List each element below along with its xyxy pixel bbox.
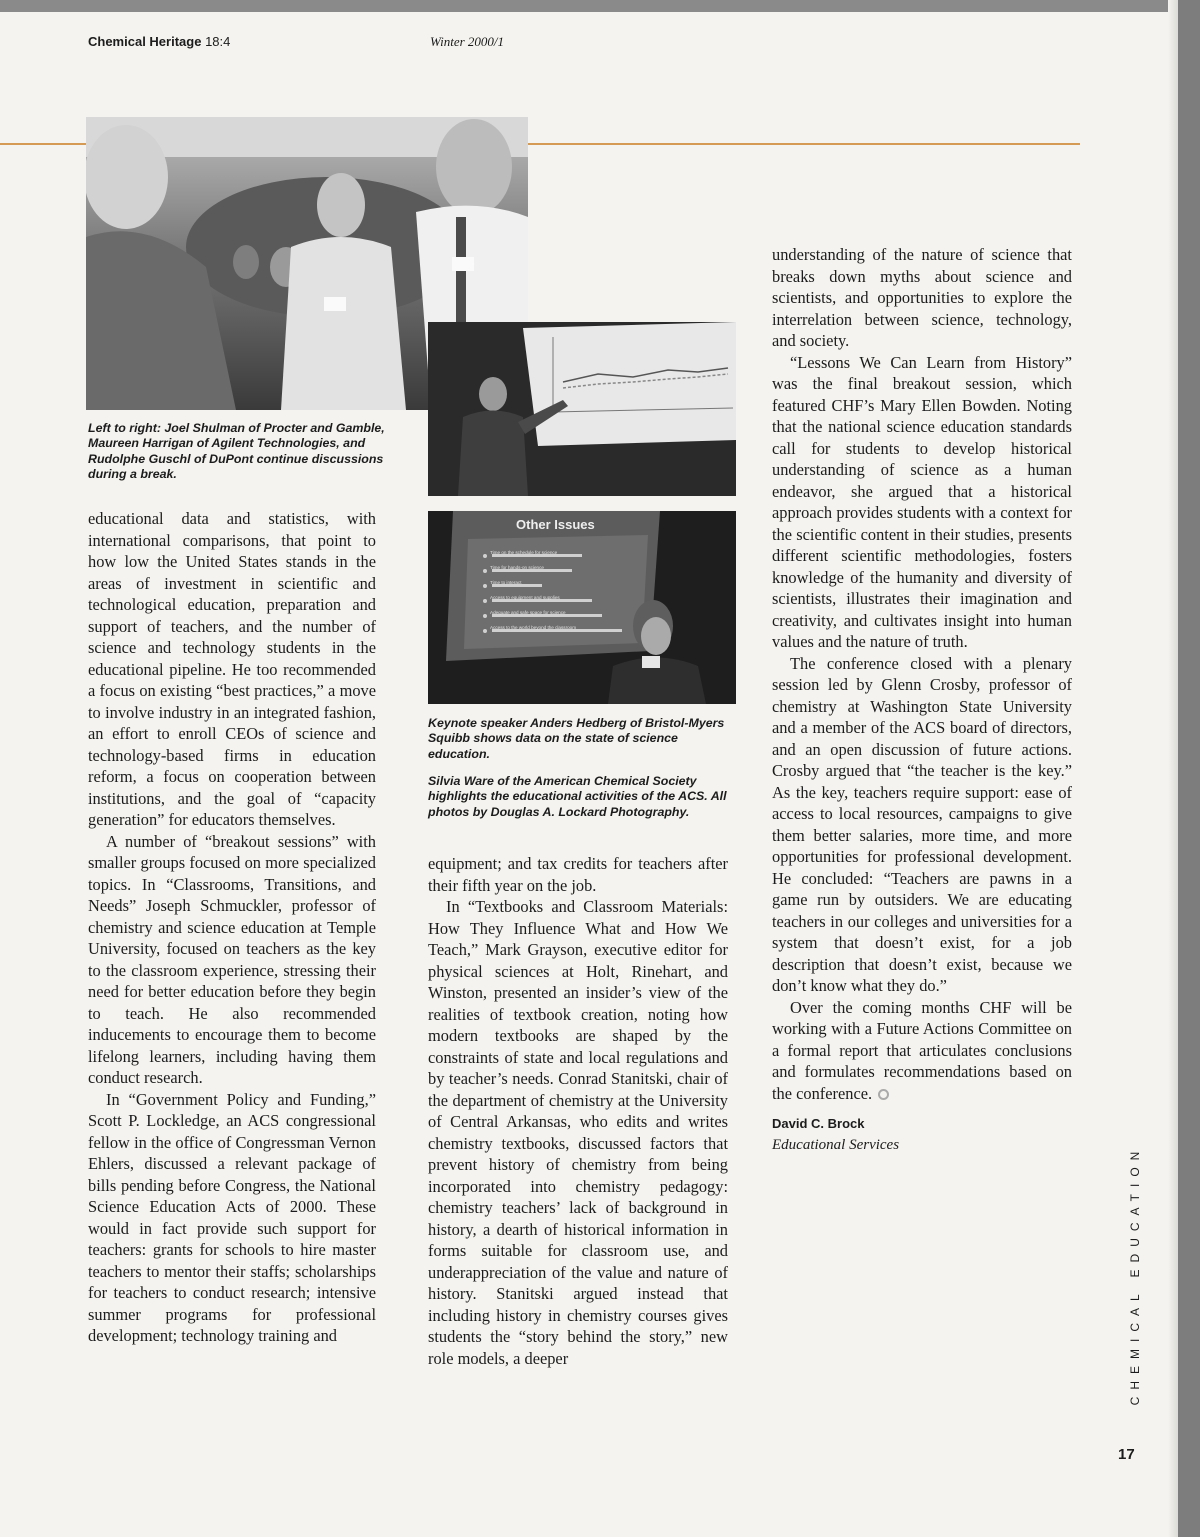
article-paragraph-text: Over the coming months CHF will be working with a Future Actions Committee on a formal report that articulates conclusions and formulates recommendations based on the conference.: [772, 997, 1072, 1103]
page-number: 17: [1118, 1446, 1135, 1463]
article-column-3: [772, 244, 1072, 1156]
page-curl-shadow: [1168, 0, 1178, 1537]
slide-bullet: Time on the schedule for science: [490, 550, 558, 555]
photo-conversation-caption: Left to right: Joel Shulman of Procter and Gamble, Maureen Harrigan of Agilent Technologies, and Rudolphe Guschl of DuPont continue discussions during a break.: [88, 421, 385, 482]
running-head-title: [88, 34, 230, 49]
article-paragraph: equipment; and tax credits for teachers after their fifth year on the job.: [428, 854, 728, 895]
author-department: Educational Services: [772, 1136, 900, 1153]
article-paragraph-final: [772, 997, 1072, 1105]
journal-issue: 18:4: [205, 34, 231, 49]
slide-bullet: Access to equipment and supplies: [490, 595, 560, 600]
end-mark-icon: [878, 1089, 889, 1100]
scan-top-edge: [0, 0, 1200, 12]
photo-keynote-speaker: [428, 322, 736, 496]
running-head-date: Winter 2000/1: [430, 34, 505, 49]
photo-other-issues-slide: [428, 511, 736, 704]
scan-right-edge: [1178, 0, 1200, 1537]
photo-ware-caption: Silvia Ware of the American Chemical Society highlights the educational activities of the ACS. All photos by Douglas A. Lockard Photography.: [428, 774, 727, 819]
article-column-2: [428, 853, 728, 1369]
article-paragraph: In “Textbooks and Classroom Materials: How They Influence What and How We Teach,” Mark Grayson, executive editor for physical sciences at Holt, Rinehart, and Winston, presented an insider’s view of the realities of textbook creation, noting how modern textbooks are shaped by the constraints of state and local regulations and by teacher’s needs. Conrad Stanitski, chair of the department of chemistry at the University of Central Arkansas, who edits and writes chemistry textbooks, discussed factors that prevent history of chemistry from being incorporated into chemistry pedagogy: chemistry teachers’ lack of background in history, a dearth of historical information in forms suitable for classroom use, and underappreciation of the value and nature of history. Stanitski argued instead that including history in chemistry courses gives students the “story behind the story,” new role models, a deeper: [428, 897, 728, 1368]
article-paragraph: The conference closed with a plenary session led by Glenn Crosby, professor of chemistry at Washington State University and a member of the ACS board of directors, and an open discussion of future actions. Crosby argued that “the teacher is the key.” As the key, teachers require support: ease of access to local resources, campaigns to give them better salaries, more time, and more opportunities for professional development. He concluded: “Teachers are pawns in a game run by outsiders. We are educating teachers in our colleges and universities for a system that doesn’t exist, for a job description that doesn’t exist, because we don’t know what they do.”: [772, 653, 1072, 995]
photo-keynote-caption: Keynote speaker Anders Hedberg of Bristol-Myers Squibb shows data on the state of science education.: [428, 716, 725, 761]
slide-bullet: Time to interact: [490, 580, 522, 585]
section-label: CHEMICAL EDUCATION: [1128, 1144, 1142, 1406]
article-paragraph: understanding of the nature of science that breaks down myths about science and scientists, and opportunities to explore the interrelation between science, technology, and society.: [772, 245, 1072, 350]
slide-bullet: Access to the world beyond the classroom: [490, 625, 577, 630]
journal-title: Chemical Heritage: [88, 34, 202, 49]
slide-bullet-list: [490, 545, 640, 635]
article-paragraph: In “Government Policy and Funding,” Scott P. Lockledge, an ACS congressional fellow in the office of Congressman Vernon Ehlers, discussed a relevant package of bills pending before Congress, the National Science Education Acts of 2000. These would in fact provide such support for teachers: grants for schools to hire master teachers to mentor their staffs; scholarships for teachers to conduct research; intensive summer programs for professional development; technology training and: [88, 1089, 376, 1345]
article-paragraph: “Lessons We Can Learn from History” was the final breakout session, which featured CHF’s Mary Ellen Bowden. Noting that the national science education standards call for students to develop historical understanding of science as a human endeavor, she argued that a historical approach provides students with a context for the scientific content in their studies, presents different scientific methodologies, fosters knowledge of the humanity and diversity of scientists, illustrates their imagination and creativity, and cultivates insight into human values and the nature of truth.: [772, 352, 1072, 651]
slide-title: Other Issues: [516, 517, 595, 532]
article-column-1: [88, 508, 376, 1347]
slide-bullet: Time for hands-on science: [490, 565, 544, 570]
article-paragraph: educational data and statistics, with international comparisons, that point to how low the United States stands in the areas of investment in scientific and technological education, preparation and support of teachers, and the number of science and technology students in the educational pipeline. He too recommended a focus on existing “best practices,” a move to involve industry in an integrated fashion, an effort to enroll CEOs of science and technology-based firms in education reform, a focus on cooperation between institutions, and the goal of “capacity generation” for educators themselves.: [88, 509, 376, 829]
slide-bullet: Adequate and safe space for science: [490, 610, 566, 615]
author-name: David C. Brock: [772, 1116, 865, 1131]
article-paragraph: A number of “breakout sessions” with smaller groups focused on more specialized topics. In “Classrooms, Transitions, and Needs” Joseph Schmuckler, professor of chemistry and science education at Temple University, focused on teachers as the key to the classroom experience, stressing their need for better education before they begin to teach. He also recommended inducements to encourage them to become lifelong learners, including having them conduct research.: [88, 831, 376, 1087]
